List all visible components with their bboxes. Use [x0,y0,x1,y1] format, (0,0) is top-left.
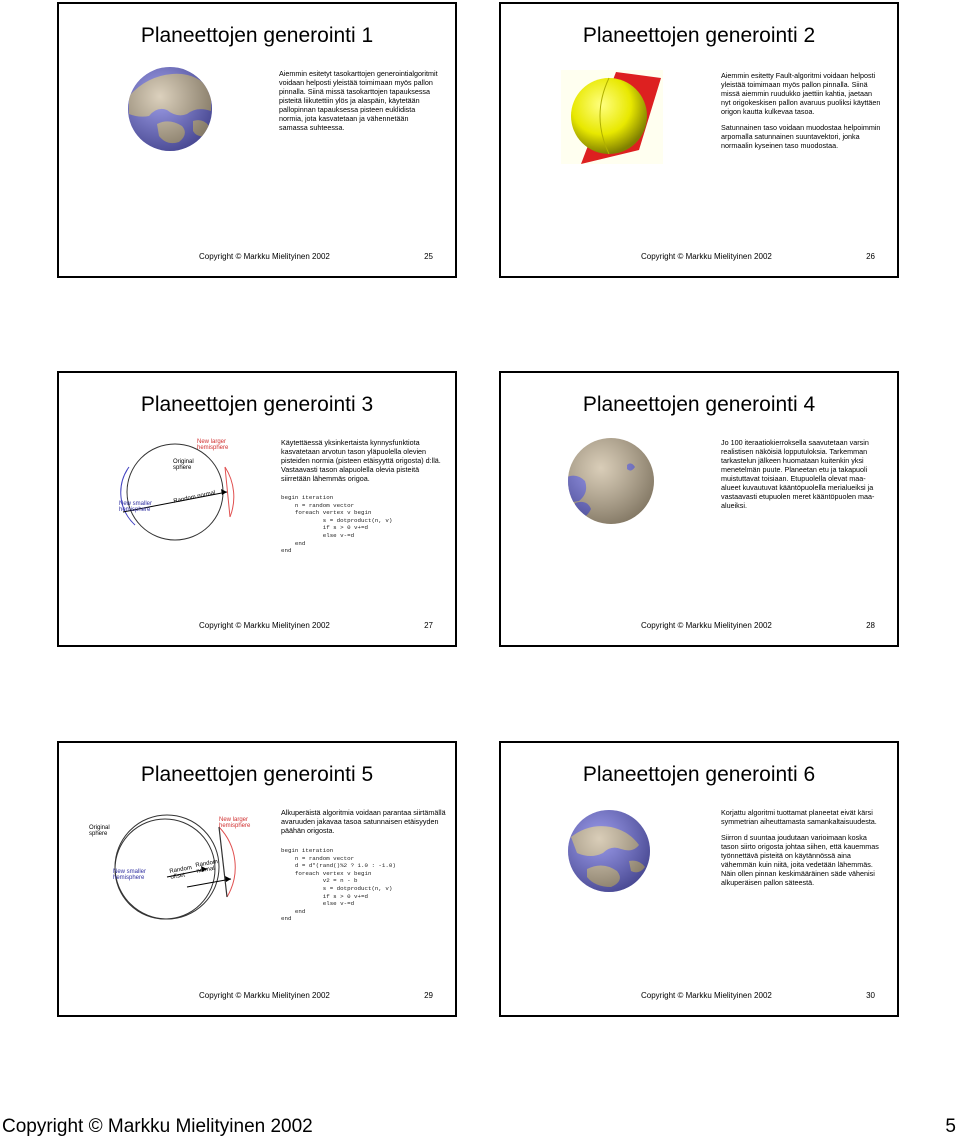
label-new-larger-hemisphere: New larger hemisphere [197,439,229,451]
slide-title: Planeettojen generointi 6 [582,763,816,786]
planet-image [567,437,655,525]
slide-number: 28 [866,621,875,630]
slide-25 [57,2,457,278]
slide-number: 27 [424,621,433,630]
slide-title: Planeettojen generointi 3 [140,393,374,416]
page-copyright: Copyright © Markku Mielityinen 2002 [2,1116,313,1137]
label-new-smaller-hemisphere: New smaller hemisphere [113,869,147,881]
slide-footer [59,621,455,633]
paragraph: Alkuperäistä algoritmia voidaan parantaa siirtämällä avaruuden jakavaa tasoa satunnaisen etäisyyden päähän origosta. [281,808,446,835]
label-new-smaller-hemisphere: New smaller hemisphere [119,501,153,513]
copyright-text: Copyright © Markku Mielityinen 2002 [199,621,330,630]
planet-image [567,809,651,893]
slide-number: 30 [866,991,875,1000]
label-random-normal: Random normal [195,859,219,875]
copyright-text: Copyright © Markku Mielityinen 2002 [641,252,772,261]
slide-title: Planeettojen generointi 5 [140,763,374,786]
slide-footer [501,991,897,1003]
copyright-text: Copyright © Markku Mielityinen 2002 [199,991,330,1000]
sphere-plane-image [561,70,663,164]
slide-30 [499,741,899,1017]
slide-28 [499,371,899,647]
slide-footer [501,621,897,633]
slide-title: Planeettojen generointi 4 [582,393,816,416]
paragraph: Siirron d suuntaa joudutaan varioimaan koska tason siirto origosta johtaa siihen, että kauemmas työnnettävä pisteitä on käytännössä aina vähemmän kuin niitä, joita vedetään lähemmäs. Näin ollen pinnan keskimääräinen säde vähenisi alkuperäisen pallon säteestä. [721,833,879,887]
paragraph: Aiemmin esitetyt tasokarttojen generointialgoritmit voidaan helposti yleistää toimimaan myös pallon pinnalla. Siinä missä tasokarttojen tapauksessa pisteitä liikutettiin ylös ja alaspäin, käytetään pallopinnan tapauksessa pisteen euklidista normia, jota kasvatetaan ja vähennetään samassa suhteessa. [279,69,438,132]
label-random-normal: Random normal [173,490,217,505]
copyright-text: Copyright © Markku Mielityinen 2002 [641,991,772,1000]
label-random-offset: Random offset [169,865,193,881]
label-original-sphere: Original sphere [89,825,110,837]
paragraph: Satunnainen taso voidaan muodostaa helpoimmin arpomalla satunnainen suuntavektori, jonka normaalin kyseinen taso muodostaa. [721,123,881,150]
slide-number: 25 [424,252,433,261]
slide-number: 26 [866,252,875,261]
page-number: 5 [945,1116,956,1137]
copyright-text: Copyright © Markku Mielityinen 2002 [199,252,330,261]
slide-26 [499,2,899,278]
slide-footer [59,252,455,264]
slide-text [721,438,883,517]
hemisphere-diagram [115,437,235,547]
slide-number: 29 [424,991,433,1000]
pseudocode: begin iteration n = random vector d = d*(rand()%2 ? 1.0 : -1.0) foreach vertex v begin v2 = n - b s = dotproduct(n, v) if s > 0 v+=d else v-=d end end [281,847,396,923]
slide-text [279,69,439,139]
label-original-sphere: Original sphere [173,459,194,471]
slide-27 [57,371,457,647]
paragraph: Korjattu algoritmi tuottamat planeetat eivät kärsi symmetrian aiheuttamasta samankaltaisuudesta. [721,808,877,826]
paragraph: Aiemmin esitetty Fault-algoritmi voidaan helposti yleistää toimimaan myös pallon pinnalla. Siinä missä aiemmin ruudukko jaettiin kahtia, jaetaan nyt origokeskisen pallon avaruus puoliksi käyttäen origon kautta kulkevaa tasoa. [721,71,881,116]
pseudocode: begin iteration n = random vector foreach vertex v begin s = dotproduct(n, v) if s > 0 v+=d else v-=d end end [281,494,393,555]
slide-title: Planeettojen generointi 1 [140,24,374,47]
paragraph: Jo 100 iteraatiokierroksella saavutetaan varsin realistisen näköisiä lopputuloksia. Tarkemman tarkastelun jälkeen huomataan kuitenkin yksi menetelmän puute. Planeetan etu ja takapuoli muistuttavat toisiaan. Etupuolella olevat maa-alueet kuvautuvat kääntöpuolella merialueiksi ja vastaavasti etupuolen meret kääntöpuolen maa-alueiksi. [721,438,875,510]
label-new-larger-hemisphere: New larger hemisphere [219,817,251,829]
slide-text [281,808,446,842]
slide-text [281,438,446,490]
planet-image [127,66,213,152]
slide-text [721,71,883,157]
slide-text [721,808,883,894]
slide-footer [59,991,455,1003]
slide-footer [501,252,897,264]
slide-title: Planeettojen generointi 2 [582,24,816,47]
copyright-text: Copyright © Markku Mielityinen 2002 [641,621,772,630]
paragraph: Käytettäessä yksinkertaista kynnysfunktiota kasvatetaan arvotun tason yläpuolella olevien pisteiden normia (pisteen etäisyyttä origosta) d:llä. Vastaavasti tason alapuolella olevia pisteitä siirretään lähemmäs origoa. [281,438,441,483]
slide-29 [57,741,457,1017]
